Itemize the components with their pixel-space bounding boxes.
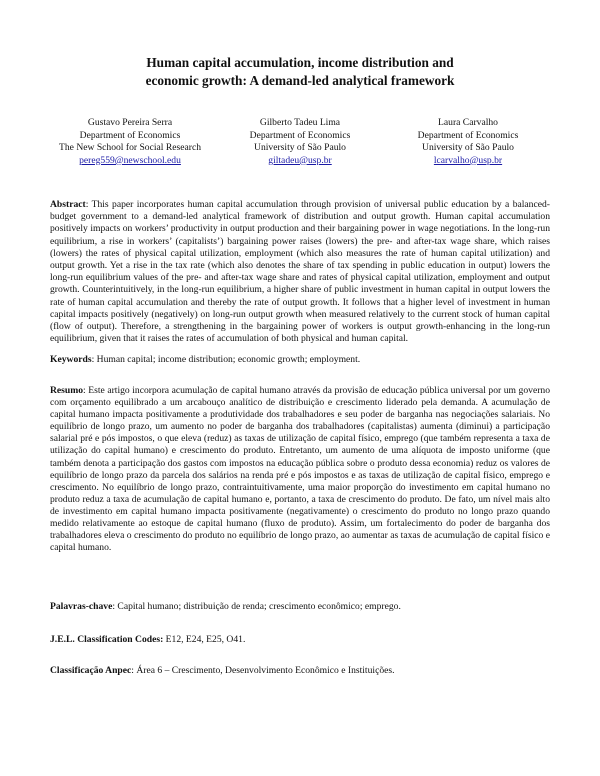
palavras-chave-label: Palavras-chave (50, 601, 113, 612)
author-institution: University of São Paulo (422, 142, 514, 154)
anpec-classification-text: : Área 6 – Crescimento, Desenvolvimento Econômico e Instituições. (131, 665, 395, 676)
paper-title-line-1: Human capital accumulation, income distribution and (146, 55, 454, 70)
keywords-text: : Human capital; income distribution; economic growth; employment. (91, 354, 361, 365)
author-name: Gustavo Pereira Serra (87, 117, 173, 128)
keywords-paragraph (50, 354, 550, 366)
paper-title (60, 54, 540, 90)
author-name: Laura Carvalho (438, 117, 498, 128)
author-email-link[interactable]: pereg559@newschool.edu (79, 154, 181, 166)
anpec-classification-label: Classificação Anpec (50, 665, 132, 676)
jel-codes-label: J.E.L. Classification Codes: (50, 634, 164, 645)
anpec-classification-paragraph (50, 665, 550, 677)
abstract-text: : This paper incorporates human capital accumulation through provision of universal public education by a balanced-budget government to a demand-led analytical framework of distribution and output growth. Human capital accumulation positively impacts on workers’ productivity in output production and their bargaining power in wage negotiations. In the long-run equilibrium, a rise in workers’ (capitalists’) bargaining power raises (lowers) the pre- and after-tax wage share, which raises (lowers) the rates of physical capital utilization, employment (which also measures the rate of human capital utilization) and output growth. Yet a rise in the tax rate (which also denotes the share of tax spending in public education in output) lowers the long-run equilibrium values of the pre- and after-tax wage share and rates of physical capital utilization, employment and output growth. Counterintuitively, in the long-run equilibrium, a higher share of public investment in human capital in output lowers the rate of human capital accumulation and thereby the rate of output growth. It follows that a higher level of investment in human capital impacts positively (negatively) on long-run output growth when measured relatively to the current stock of human capital (flow of output). Therefore, a strengthening in the bargaining power of workers is output growth-enhancing in the long-run equilibrium, given that it raises the rates of accumulation of both physical and human capital. (50, 199, 550, 345)
resumo-label: Resumo (50, 385, 84, 396)
palavras-chave-text: : Capital humano; distribuição de renda; crescimento econômico; emprego. (112, 601, 401, 612)
author-department: Department of Economics (417, 129, 519, 141)
palavras-chave-paragraph (50, 601, 550, 613)
author-department: Department of Economics (79, 129, 181, 141)
author-department: Department of Economics (249, 129, 351, 141)
resumo-text: : Este artigo incorpora acumulação de capital humano através da provisão de educação pública universal por um governo com orçamento equilibrado a um arcabouço analítico de distribuição e crescimento liderado pela demanda. A acumulação de capital humano impacta positivamente a produtividade dos trabalhadores e seu poder de barganha nas negociações salariais. No equilíbrio de longo prazo, um aumento no poder de barganha dos trabalhadores (capitalistas) aumenta (diminui) a participação salarial pré e pós impostos, o que eleva (reduz) as taxas de utilização de capital físico, emprego (que também representa a taxa de utilização do capital humano) e crescimento do produto. Entretanto, um aumento de uma alíquota de imposto uniforme (que também denota a participação dos gastos com impostos na educação pública sobre o produto dessa economia) reduz os valores de equilíbrio de longo prazo da parcela dos salários na renda pré e pós impostos e as taxas de utilização de capital físico, emprego e crescimento. No equilíbrio de longo prazo, contraintuitivamente, uma maior proporção do investimento em capital humano no produto reduz a taxa de acumulação de capital humano e, portanto, a taxa de crescimento do produto. De fato, um nível mais alto de investimento em capital humano impacta positivamente (negativamente) o crescimento do produto no longo prazo quando medido relativamente ao estoque de capital humano (fluxo de produto). Assim, um fortalecimento do poder de barganha dos trabalhadores eleva o crescimento do produto no equilíbrio de longo prazo, ao aumentar as taxas de acumulação de capital físico e capital humano. (50, 385, 550, 554)
resumo-paragraph (50, 385, 550, 554)
author-email-link[interactable]: lcarvalho@usp.br (433, 154, 503, 166)
jel-codes-text: E12, E24, E25, O41. (163, 634, 246, 645)
author-block (380, 117, 556, 167)
abstract-label: Abstract (50, 199, 86, 210)
author-block (30, 117, 230, 167)
author-institution: The New School for Social Research (59, 142, 201, 154)
author-block (212, 117, 388, 167)
abstract-paragraph (50, 199, 550, 345)
author-institution: University of São Paulo (254, 142, 346, 154)
author-email-link[interactable]: giltadeu@usp.br (268, 154, 332, 166)
author-name: Gilberto Tadeu Lima (259, 117, 341, 128)
keywords-label: Keywords (50, 354, 92, 365)
jel-codes-paragraph (50, 634, 550, 646)
paper-title-line-2: economic growth: A demand-led analytical framework (145, 73, 455, 88)
